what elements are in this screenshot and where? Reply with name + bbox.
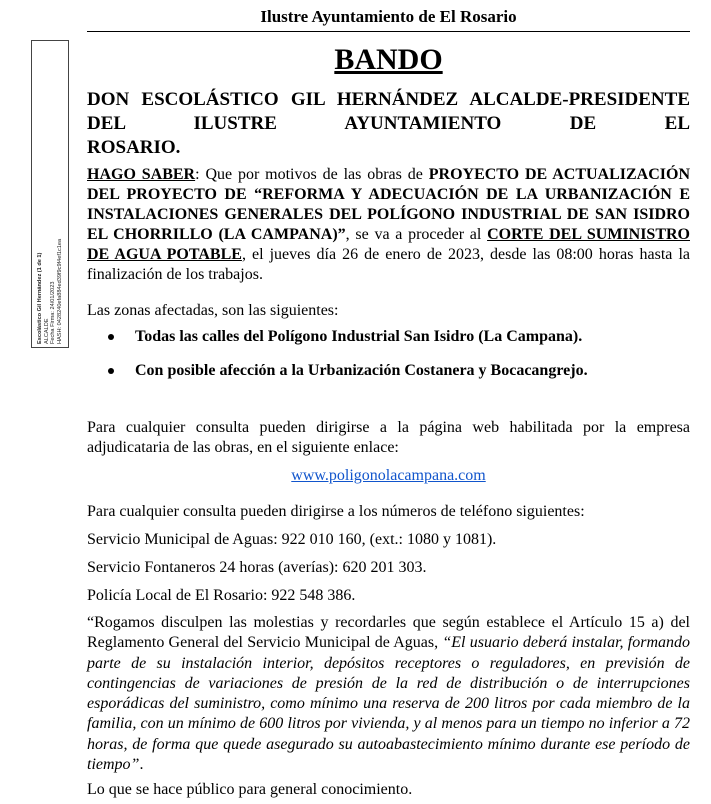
zones-intro: Las zonas afectadas, son las siguientes: [87,302,339,319]
phone-local-police: Policía Local de El Rosario: 922 548 386. [87,587,356,604]
closing-statement: Lo que se hace público para general conocimiento. [87,781,413,798]
regulation-end: . [139,756,144,774]
stamp-signer: Escolástico Gil Hernández (1 de 1) [36,252,43,344]
bullet-icon [108,368,114,374]
notice-intro: : Que por motivos de las obras de [195,166,429,183]
phone-plumbers: Servicio Fontaneros 24 horas (averías): 620 201 303. [87,559,427,576]
regulation-intro: “Rogamos disculpen las molestias y recordarles que según establece el Artículo 15 a) del Reglamento General del Servicio Municipal de Aguas, [87,614,690,652]
zone-text: Todas las calles del Polígono Industrial San Isidro (La Campana). [135,328,583,345]
mayor-heading [87,88,690,160]
stamp-hash: HASH: 0428240efa884ed39f9c9f4ef1c1ea [56,238,63,344]
bullet-icon [108,334,114,340]
mayor-heading-line-1: DON ESCOLÁSTICO GIL HERNÁNDEZ ALCALDE-PRESIDENTE DEL ILUSTRE AYUNTAMIENTO DE EL [87,89,690,134]
signature-stamp-text [37,44,63,344]
zone-text: Con posible afección a la Urbanización Costanera y Bocacangrejo. [135,362,588,379]
hago-saber-label: HAGO SABER [87,166,196,183]
list-item [107,361,690,381]
mayor-heading-line-2: ROSARIO. [87,137,181,158]
project-name: PROYECTO DE ACTUALIZACIÓN DEL PROYECTO DE “REFORMA Y ADECUACIÓN DE LA URBANIZACIÓN E INSTALACIONES GENERALES DEL POLÍGONO INDUSTRIAL DE SAN ISIDRO EL CHORRILLO (LA CAMPANA)” [87,166,691,243]
regulation-paragraph [87,613,690,775]
web-consult-paragraph: Para cualquier consulta pueden dirigirse a la página web habilitada por la empresa adjudicataria de las obras, en el siguiente enlace: [87,419,690,456]
list-item [107,327,690,347]
notice-paragraph [87,165,690,285]
electronic-signature-stamp [31,40,69,348]
regulation-quote: “El usuario deberá instalar, formando parte de su instalación interior, depósitos receptores o reguladores, en previsión de contingencias de variaciones de presión de la red de distribución o de interrupciones esporádicas del suministro, como mínimo una reserva de 200 litros por cada miembro de la familia, con un mínimo de 600 litros por vivienda, y al menos para un tiempo no inferior a 72 horas, de forma que quede asegurado su autoabastecimiento mínimo durante ese período de tiempo” [87,634,691,774]
phone-water-service: Servicio Municipal de Aguas: 922 010 160, (ext.: 1080 y 1081). [87,531,497,548]
phones-intro: Para cualquier consulta pueden dirigirse a los números de teléfono siguientes: [87,503,585,520]
notice-end: , el jueves día 26 de enero de 2023, desde las 08:00 horas hasta la finalización de los trabajos. [87,246,690,283]
stamp-signed-date: Fecha Firma: 24/01/2023 [50,281,56,344]
notice-mid: , se va a proceder al [345,226,488,243]
affected-zones-list [107,327,690,395]
document-title: BANDO [334,43,443,76]
website-link[interactable]: www.poligonolacampana.com [291,467,486,484]
stamp-role: ALCALDE [43,318,50,344]
institution-header: Ilustre Ayuntamiento de El Rosario [87,6,690,32]
water-cut-label: CORTE DEL SUMINISTRO DE AGUA POTABLE [87,226,690,263]
